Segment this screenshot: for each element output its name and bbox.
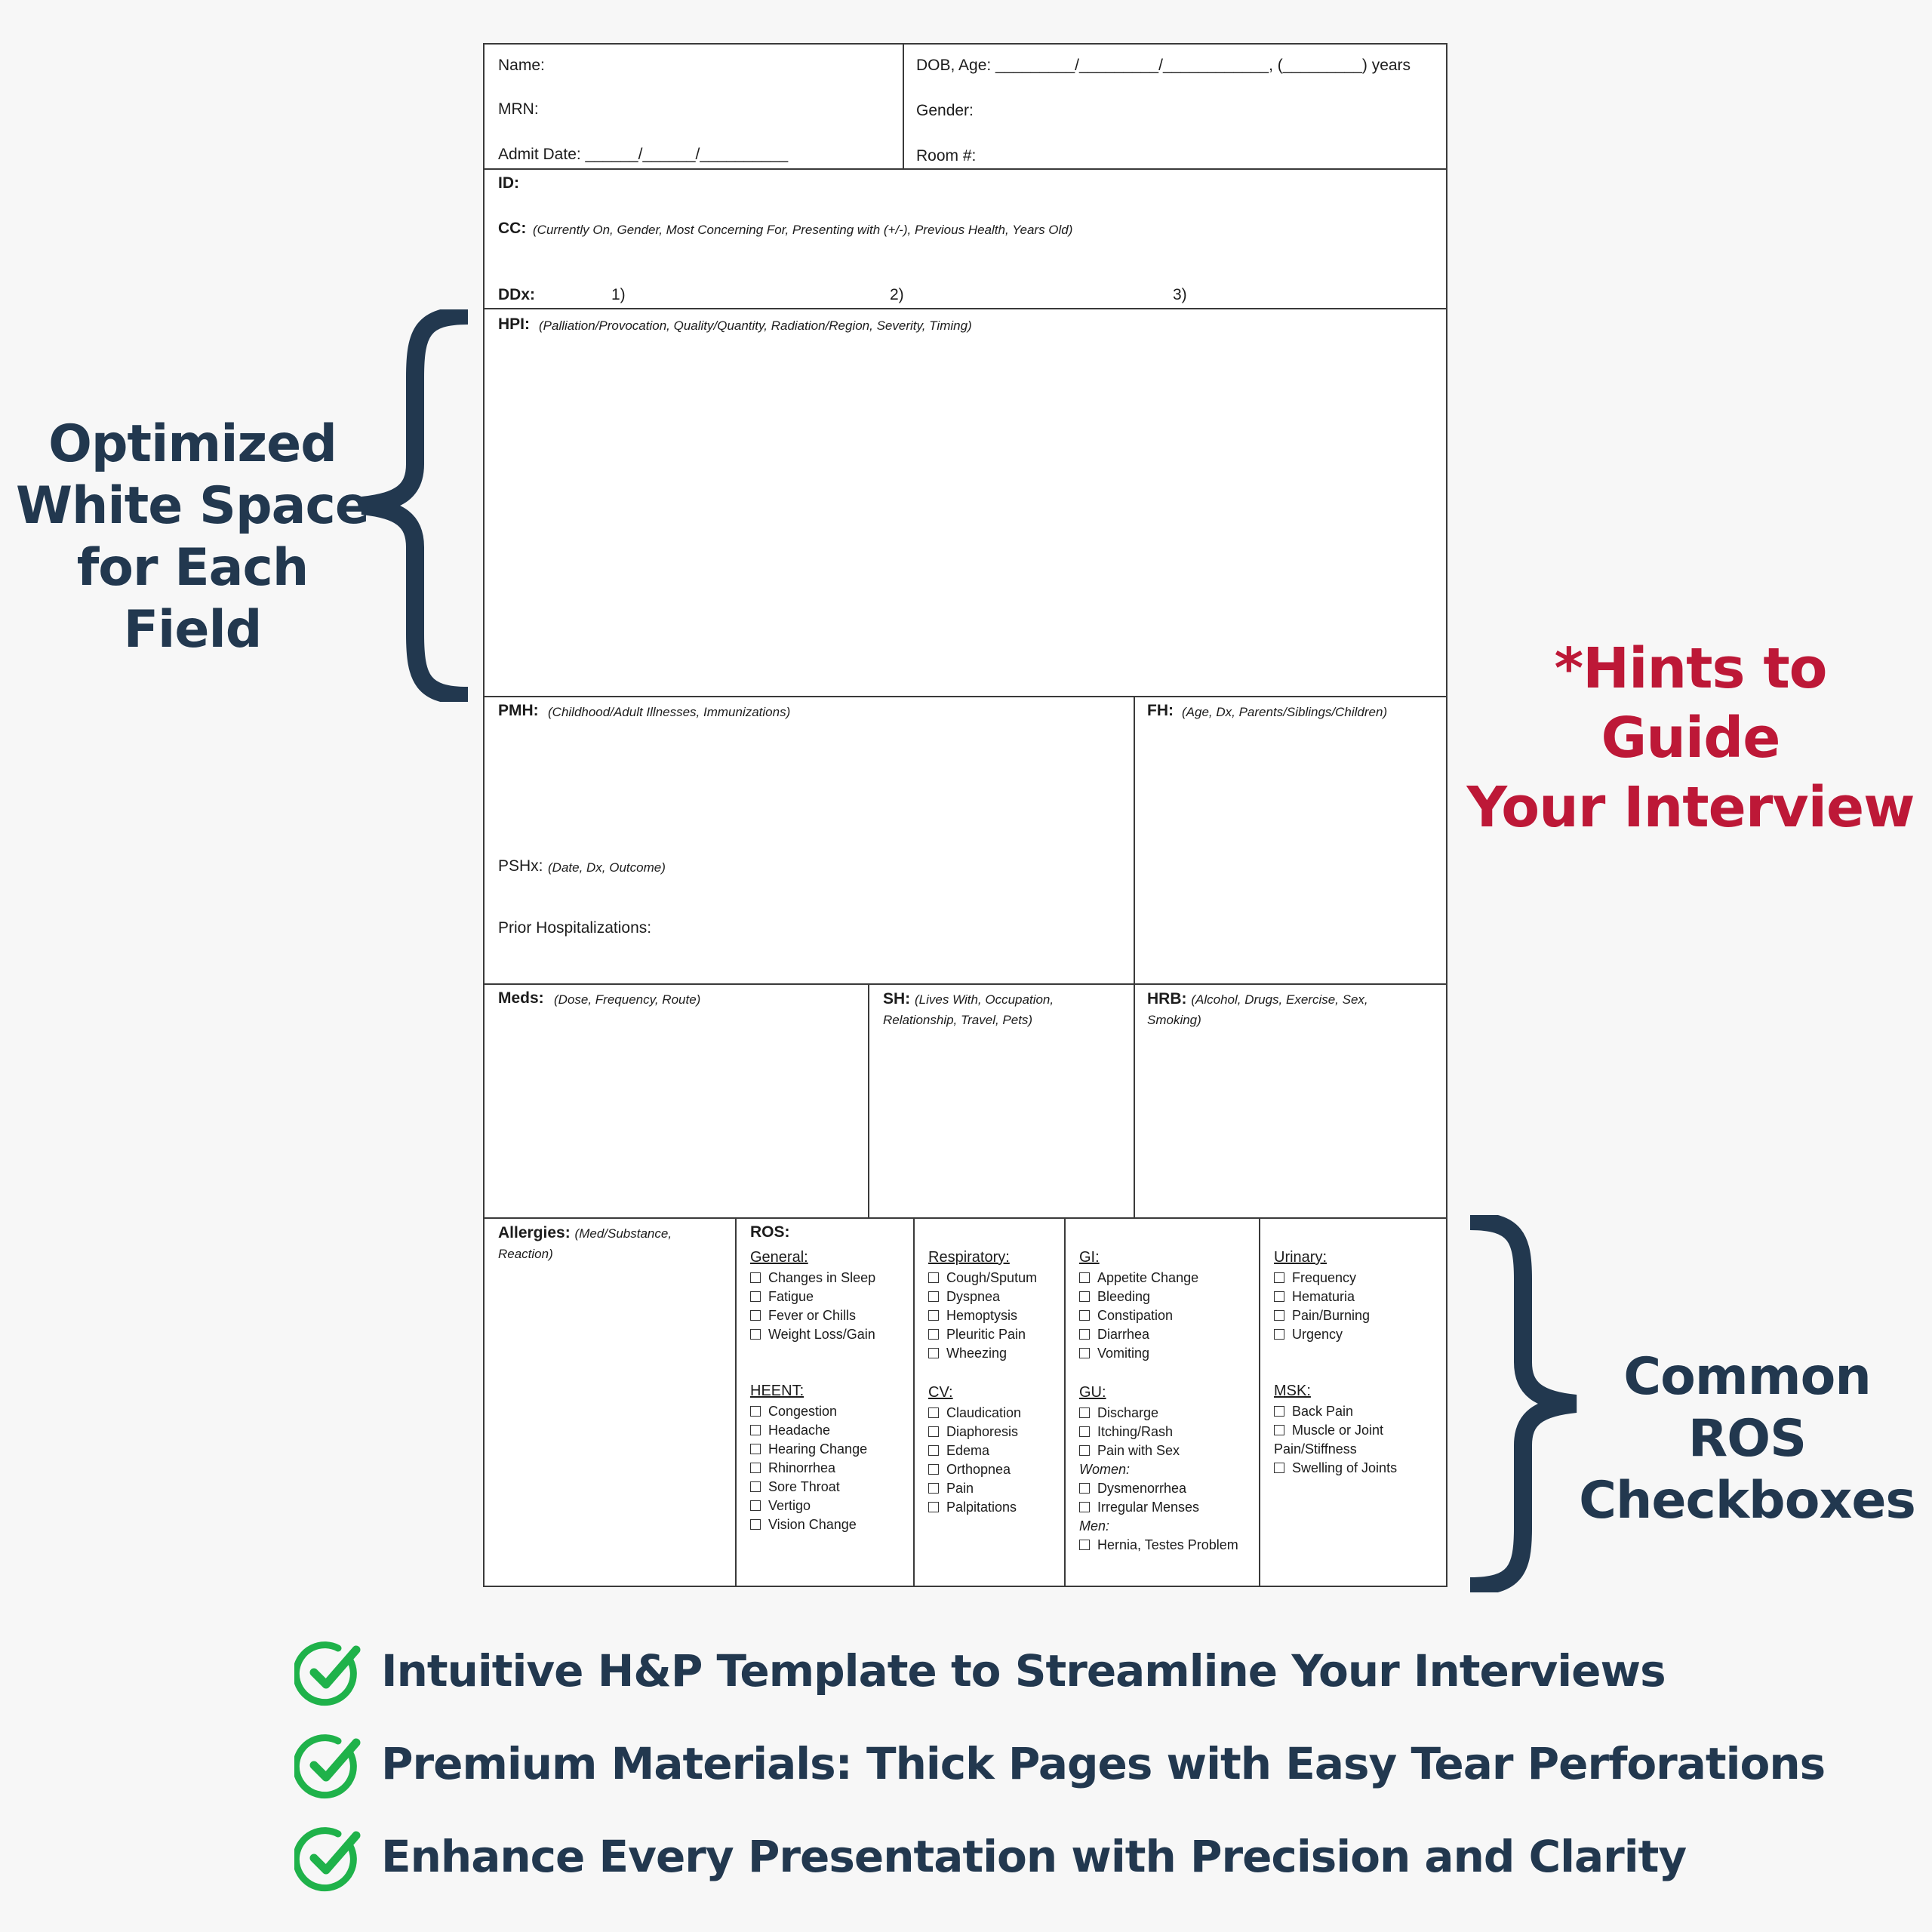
- gender-label: Gender:: [916, 102, 974, 119]
- checkbox-label: Dyspnea: [946, 1289, 1001, 1304]
- id-cc-ddx-cell: [485, 170, 1446, 309]
- checkbox[interactable]: [1274, 1291, 1284, 1302]
- checkbox-label: Vomiting: [1097, 1346, 1150, 1361]
- checkbox-item[interactable]: [928, 1404, 1021, 1423]
- checkbox-item[interactable]: [928, 1498, 1021, 1517]
- checkbox-item[interactable]: [928, 1479, 1021, 1498]
- checkbox-label: Rhinorrhea: [768, 1460, 836, 1475]
- checkbox[interactable]: [1274, 1406, 1284, 1417]
- pshx-label: PSHx:: [498, 857, 543, 875]
- checkbox[interactable]: [1274, 1463, 1284, 1473]
- gu-men-subheading: Men:: [1079, 1518, 1110, 1534]
- checkbox[interactable]: [750, 1272, 761, 1283]
- ros-col-urinary-msk: [1260, 1219, 1446, 1587]
- ddx-item-1: 1): [611, 286, 626, 303]
- sh-hint: (Lives With, Occupation, Relationship, Travel, Pets): [883, 992, 1054, 1027]
- pmh-cell: [485, 697, 1135, 985]
- feature-line-1: Intuitive H&P Template to Streamline Your Interviews: [381, 1645, 1666, 1697]
- check-circle-icon: [294, 1638, 364, 1707]
- annotation-line: for Each Field: [76, 538, 309, 660]
- checkbox-item[interactable]: [750, 1402, 867, 1421]
- ddx-item-3: 3): [1173, 286, 1187, 303]
- annotation-white-space: [15, 414, 370, 661]
- checkbox[interactable]: [1079, 1445, 1090, 1456]
- checkbox-label: Fever or Chills: [768, 1308, 857, 1323]
- ros-col-resp-cv: [915, 1219, 1066, 1587]
- pmh-hint: (Childhood/Adult Illnesses, Immunizations): [548, 705, 791, 719]
- checkbox[interactable]: [928, 1348, 939, 1358]
- dob-age-label: DOB, Age: _________/_________/____________, (_________) years: [916, 57, 1411, 74]
- check-circle-icon: [294, 1823, 364, 1893]
- checkbox-item[interactable]: [1079, 1325, 1198, 1344]
- checkbox-item[interactable]: [750, 1287, 875, 1306]
- checkbox[interactable]: [750, 1500, 761, 1511]
- hpi-hint: (Palliation/Provocation, Quality/Quantity, Radiation/Region, Severity, Timing): [539, 318, 972, 333]
- checkbox-item[interactable]: [1079, 1269, 1198, 1287]
- ros-respiratory-list: [928, 1269, 1037, 1363]
- hrb-cell: [1135, 985, 1446, 1219]
- checkbox-label: Irregular Menses: [1097, 1500, 1200, 1515]
- fh-hint: (Age, Dx, Parents/Siblings/Children): [1182, 705, 1388, 719]
- checkbox[interactable]: [750, 1291, 761, 1302]
- annotation-line: White Space: [16, 476, 369, 536]
- ros-gi-list: [1079, 1269, 1198, 1363]
- checkbox-item[interactable]: [928, 1306, 1037, 1325]
- annotation-line: Common ROS: [1623, 1347, 1871, 1469]
- checkbox-item[interactable]: [928, 1287, 1037, 1306]
- checkbox-item[interactable]: [1079, 1344, 1198, 1363]
- checkbox[interactable]: [928, 1291, 939, 1302]
- checkbox-item[interactable]: [1079, 1306, 1198, 1325]
- ddx-label: DDx:: [498, 286, 536, 303]
- hpi-cell: [485, 309, 1446, 697]
- room-label: Room #:: [916, 147, 977, 165]
- ros-cv-title: CV:: [928, 1384, 953, 1401]
- checkbox[interactable]: [928, 1407, 939, 1418]
- checkbox[interactable]: [750, 1310, 761, 1321]
- checkbox-label: Cough/Sputum: [946, 1270, 1038, 1285]
- annotation-hints: [1464, 634, 1917, 842]
- checkbox[interactable]: [1079, 1426, 1090, 1437]
- ros-gu-list: [1079, 1404, 1238, 1555]
- checkbox[interactable]: [750, 1519, 761, 1530]
- checkbox-label: Bleeding: [1097, 1289, 1151, 1304]
- ros-heent-title: HEENT:: [750, 1383, 804, 1399]
- checkbox-item[interactable]: [1079, 1479, 1238, 1498]
- checkbox[interactable]: [928, 1502, 939, 1512]
- checkbox-label: Edema: [946, 1443, 990, 1458]
- ros-col-general-heent: [737, 1219, 915, 1587]
- checkbox-label: Claudication: [946, 1405, 1022, 1420]
- ros-urinary-title: Urinary:: [1274, 1249, 1327, 1266]
- ros-gu-title: GU:: [1079, 1384, 1106, 1401]
- header-right-cell: [904, 45, 1446, 170]
- checkbox[interactable]: [750, 1425, 761, 1435]
- checkbox-label: Itching/Rash: [1097, 1424, 1174, 1439]
- checkbox[interactable]: [1079, 1291, 1090, 1302]
- checkbox-label: Headache: [768, 1423, 831, 1438]
- checkbox-item[interactable]: [1079, 1498, 1238, 1517]
- hpi-label: HPI:: [498, 315, 530, 333]
- annotation-line: Checkboxes: [1579, 1471, 1915, 1531]
- checkbox[interactable]: [1079, 1348, 1090, 1358]
- annotation-line: Optimized: [48, 414, 337, 474]
- checkbox-label: Palpitations: [946, 1500, 1017, 1515]
- checkbox[interactable]: [1274, 1425, 1284, 1435]
- fh-label: FH:: [1147, 702, 1174, 719]
- checkbox-label: Swelling of Joints: [1292, 1460, 1398, 1475]
- hrb-text: [1147, 989, 1419, 1030]
- checkbox-item[interactable]: [1274, 1306, 1370, 1325]
- allergies-label: Allergies:: [498, 1224, 571, 1241]
- checkbox-label: Changes in Sleep: [768, 1270, 876, 1285]
- pmh-label: PMH:: [498, 702, 539, 719]
- checkbox-item[interactable]: [928, 1269, 1037, 1287]
- checkbox-item[interactable]: [750, 1515, 867, 1534]
- checkbox-item[interactable]: [928, 1423, 1021, 1441]
- checkbox-label: Diarrhea: [1097, 1327, 1150, 1342]
- ddx-item-2: 2): [890, 286, 904, 303]
- ros-respiratory-title: Respiratory:: [928, 1249, 1010, 1266]
- checkbox[interactable]: [1079, 1483, 1090, 1494]
- checkbox-item[interactable]: [750, 1421, 867, 1440]
- checkbox-item[interactable]: [928, 1441, 1021, 1460]
- checkbox-item[interactable]: [1274, 1325, 1370, 1344]
- meds-label: Meds:: [498, 989, 544, 1007]
- checkbox[interactable]: [928, 1272, 939, 1283]
- checkbox[interactable]: [928, 1464, 939, 1475]
- checkbox-label: Constipation: [1097, 1308, 1174, 1323]
- checkbox-label: Pleuritic Pain: [946, 1327, 1026, 1342]
- right-brace-icon: [1464, 1215, 1585, 1592]
- checkbox-label: Urgency: [1292, 1327, 1343, 1342]
- annotation-ros-checkboxes: [1577, 1346, 1917, 1532]
- annotation-line: *Hints to Guide: [1554, 636, 1827, 771]
- name-label: Name:: [498, 57, 545, 74]
- checkbox-label: Vision Change: [768, 1517, 857, 1532]
- sh-cell: [869, 985, 1135, 1219]
- checkbox-label: Wheezing: [946, 1346, 1008, 1361]
- checkbox-item[interactable]: [928, 1344, 1037, 1363]
- annotation-line: Your Interview: [1466, 775, 1915, 840]
- checkbox-label: Sore Throat: [768, 1479, 840, 1494]
- prior-hospitalizations-label: Prior Hospitalizations:: [498, 919, 652, 937]
- mrn-label: MRN:: [498, 100, 539, 118]
- checkbox[interactable]: [1079, 1272, 1090, 1283]
- ros-msk-title: MSK:: [1274, 1383, 1311, 1399]
- id-label: ID:: [498, 174, 519, 192]
- checkbox-item[interactable]: [750, 1269, 875, 1287]
- checkbox[interactable]: [1079, 1407, 1090, 1418]
- ros-urinary-list: [1274, 1269, 1370, 1344]
- feature-line-2: Premium Materials: Thick Pages with Easy Tear Perforations: [381, 1738, 1826, 1789]
- meds-cell: [485, 985, 869, 1219]
- checkbox-item[interactable]: [750, 1440, 867, 1459]
- header-left-cell: [485, 45, 904, 170]
- checkbox-label: Congestion: [768, 1404, 838, 1419]
- checkbox-item[interactable]: [1079, 1404, 1238, 1423]
- checkbox[interactable]: [750, 1463, 761, 1473]
- ros-msk-list: [1274, 1402, 1425, 1478]
- checkbox-item[interactable]: [1274, 1287, 1370, 1306]
- checkbox-label: Dysmenorrhea: [1097, 1481, 1187, 1496]
- checkbox-item[interactable]: [750, 1478, 867, 1497]
- hrb-hint: (Alcohol, Drugs, Exercise, Sex, Smoking): [1147, 992, 1368, 1027]
- checkbox-label: Pain with Sex: [1097, 1443, 1180, 1458]
- ros-col-gi-gu: [1066, 1219, 1260, 1587]
- checkbox-label: Hematuria: [1292, 1289, 1355, 1304]
- checkbox[interactable]: [1079, 1540, 1090, 1550]
- allergies-text: [498, 1223, 724, 1264]
- cc-label: CC:: [498, 220, 527, 237]
- feature-line-3: Enhance Every Presentation with Precision and Clarity: [381, 1831, 1687, 1882]
- checkbox-item[interactable]: [750, 1497, 867, 1515]
- checkbox-item[interactable]: [1274, 1269, 1370, 1287]
- checkbox-label: Back Pain: [1292, 1404, 1354, 1419]
- checkbox-label: Hernia, Testes Problem: [1097, 1537, 1238, 1552]
- allergies-cell: [485, 1219, 737, 1587]
- checkbox[interactable]: [1079, 1329, 1090, 1340]
- checkbox[interactable]: [928, 1426, 939, 1437]
- checkbox[interactable]: [750, 1444, 761, 1454]
- checkbox-label: Pain: [946, 1481, 974, 1496]
- checkbox-label: Fatigue: [768, 1289, 814, 1304]
- allergies-hint: (Med/Substance, Reaction): [498, 1226, 672, 1261]
- ros-gi-title: GI:: [1079, 1249, 1100, 1266]
- checkbox-item[interactable]: [750, 1306, 875, 1325]
- ros-heent-list: [750, 1402, 867, 1534]
- checkbox[interactable]: [1274, 1329, 1284, 1340]
- admit-date-label: Admit Date: ______/______/__________: [498, 146, 789, 163]
- cc-hint: (Currently On, Gender, Most Concerning For, Presenting with (+/-), Previous Health, Years Old): [533, 223, 1073, 237]
- checkbox-item[interactable]: [1274, 1402, 1425, 1421]
- checkbox[interactable]: [1079, 1502, 1090, 1512]
- pshx-hint: (Date, Dx, Outcome): [548, 860, 666, 875]
- checkbox-item[interactable]: [1079, 1536, 1238, 1555]
- meds-hint: (Dose, Frequency, Route): [554, 992, 701, 1007]
- checkbox-label: Diaphoresis: [946, 1424, 1019, 1439]
- checkbox-label: Hemoptysis: [946, 1308, 1018, 1323]
- checkbox-item[interactable]: [750, 1325, 875, 1344]
- checkbox-item[interactable]: [1274, 1459, 1425, 1478]
- ros-general-title: General:: [750, 1249, 808, 1266]
- checkbox-item[interactable]: [1079, 1423, 1238, 1441]
- checkbox[interactable]: [928, 1445, 939, 1456]
- checkbox-item[interactable]: [750, 1459, 867, 1478]
- checkbox[interactable]: [750, 1481, 761, 1492]
- checkbox-item[interactable]: [928, 1325, 1037, 1344]
- checkbox[interactable]: [750, 1329, 761, 1340]
- checkbox-label: Pain/Burning: [1292, 1308, 1371, 1323]
- sh-label: SH:: [883, 990, 911, 1008]
- ros-cv-list: [928, 1404, 1021, 1517]
- checkbox-label: Orthopnea: [946, 1462, 1011, 1477]
- checkbox[interactable]: [750, 1406, 761, 1417]
- ros-general-list: [750, 1269, 875, 1344]
- sh-text: [883, 989, 1124, 1030]
- left-brace-icon: [355, 309, 475, 702]
- checkbox-label: Discharge: [1097, 1405, 1159, 1420]
- check-circle-icon: [294, 1730, 364, 1800]
- checkbox[interactable]: [1079, 1310, 1090, 1321]
- checkbox-label: Vertigo: [768, 1498, 811, 1513]
- checkbox[interactable]: [1274, 1272, 1284, 1283]
- gu-women-subheading: Women:: [1079, 1462, 1131, 1477]
- checkbox-item[interactable]: [1274, 1421, 1425, 1459]
- checkbox[interactable]: [928, 1329, 939, 1340]
- checkbox-label: Muscle or Joint Pain/Stiffness: [1274, 1423, 1384, 1457]
- ros-label: ROS:: [750, 1223, 790, 1241]
- hrb-label: HRB:: [1147, 990, 1187, 1008]
- checkbox-item[interactable]: [1079, 1287, 1198, 1306]
- checkbox-label: Weight Loss/Gain: [768, 1327, 875, 1342]
- checkbox-item[interactable]: [1079, 1441, 1238, 1460]
- checkbox-item[interactable]: [928, 1460, 1021, 1479]
- hp-form-sheet: [483, 43, 1447, 1587]
- fh-cell: [1135, 697, 1446, 985]
- checkbox-label: Hearing Change: [768, 1441, 868, 1457]
- checkbox-label: Appetite Change: [1097, 1270, 1199, 1285]
- checkbox-label: Frequency: [1292, 1270, 1357, 1285]
- checkbox[interactable]: [928, 1310, 939, 1321]
- checkbox[interactable]: [928, 1483, 939, 1494]
- checkbox[interactable]: [1274, 1310, 1284, 1321]
